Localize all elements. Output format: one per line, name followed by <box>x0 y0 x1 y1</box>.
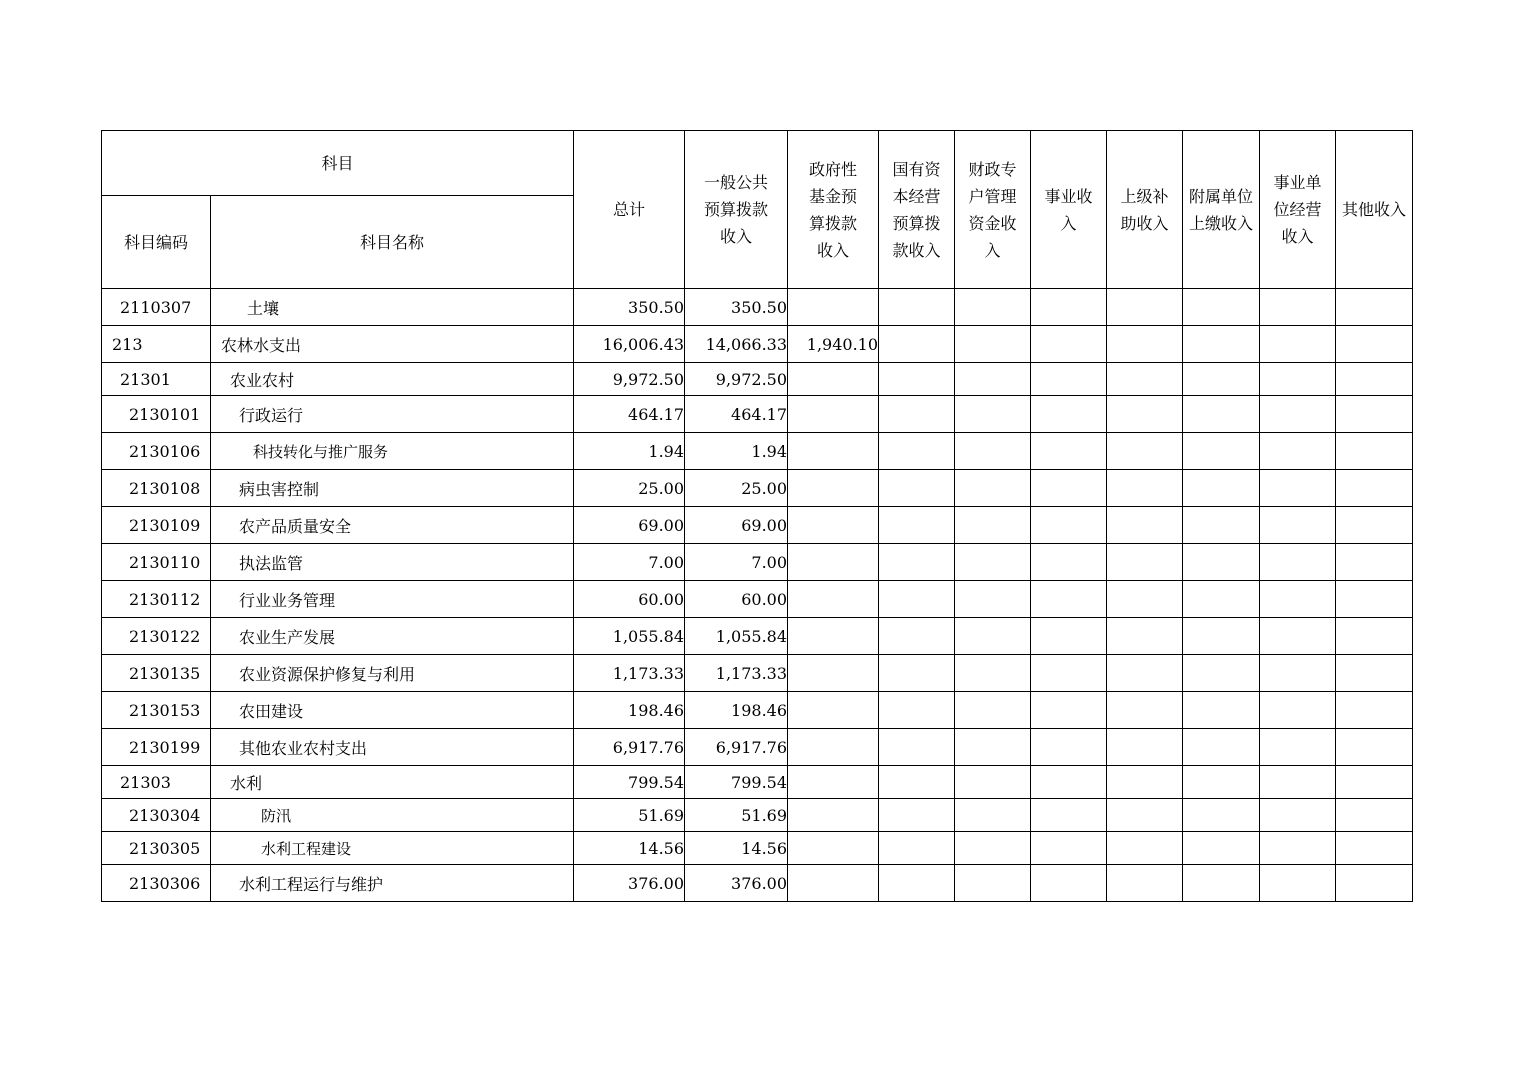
row-general: 60.00 <box>685 581 788 618</box>
row-name: 其他农业农村支出 <box>211 729 574 766</box>
row-empty-cell <box>1260 581 1336 618</box>
row-empty-cell <box>955 470 1031 507</box>
table-row <box>102 692 1413 729</box>
row-empty-cell <box>1031 581 1107 618</box>
row-name: 执法监管 <box>211 544 574 581</box>
row-empty-cell <box>1336 433 1413 470</box>
row-empty-cell <box>1336 799 1413 832</box>
row-gov-fund <box>788 289 879 326</box>
row-total: 6,917.76 <box>574 729 685 766</box>
row-empty-cell <box>1031 433 1107 470</box>
header-subject-code: 科目编码 <box>102 196 211 289</box>
table-row <box>102 865 1413 902</box>
row-empty-cell <box>1260 766 1336 799</box>
row-gov-fund <box>788 544 879 581</box>
header-other-income-text: 其他收入 <box>1342 200 1407 219</box>
row-empty-cell <box>1336 692 1413 729</box>
row-gov-fund <box>788 655 879 692</box>
row-empty-cell <box>955 832 1031 865</box>
row-empty-cell <box>1183 507 1260 544</box>
table-row <box>102 655 1413 692</box>
row-code: 2130122 <box>102 618 211 655</box>
row-empty-cell <box>1107 326 1183 363</box>
row-empty-cell <box>1260 433 1336 470</box>
row-empty-cell <box>955 692 1031 729</box>
row-empty-cell <box>1336 544 1413 581</box>
row-empty-cell <box>955 766 1031 799</box>
row-empty-cell <box>1183 289 1260 326</box>
row-total: 1,173.33 <box>574 655 685 692</box>
row-empty-cell <box>1183 799 1260 832</box>
row-empty-cell <box>1260 507 1336 544</box>
row-general: 1,055.84 <box>685 618 788 655</box>
header-business-operation <box>1260 131 1336 289</box>
row-empty-cell <box>1260 729 1336 766</box>
table-row <box>102 729 1413 766</box>
row-total: 16,006.43 <box>574 326 685 363</box>
table-row <box>102 470 1413 507</box>
row-name: 农业生产发展 <box>211 618 574 655</box>
row-empty-cell <box>1183 326 1260 363</box>
row-gov-fund <box>788 470 879 507</box>
header-state-capital-text: 国有资本经营预算拨款收入 <box>892 159 941 260</box>
row-name: 行政运行 <box>211 396 574 433</box>
row-total: 198.46 <box>574 692 685 729</box>
row-empty-cell <box>955 729 1031 766</box>
row-name: 农林水支出 <box>211 326 574 363</box>
row-empty-cell <box>1031 766 1107 799</box>
row-code: 2130106 <box>102 433 211 470</box>
row-gov-fund <box>788 799 879 832</box>
row-total: 376.00 <box>574 865 685 902</box>
row-empty-cell <box>1107 433 1183 470</box>
row-general: 198.46 <box>685 692 788 729</box>
row-empty-cell <box>1183 433 1260 470</box>
row-empty-cell <box>1260 326 1336 363</box>
row-total: 799.54 <box>574 766 685 799</box>
row-empty-cell <box>879 289 955 326</box>
row-general: 799.54 <box>685 766 788 799</box>
row-total: 1,055.84 <box>574 618 685 655</box>
row-empty-cell <box>1336 470 1413 507</box>
row-gov-fund <box>788 692 879 729</box>
row-code: 2130108 <box>102 470 211 507</box>
header-subject: 科目 <box>102 131 574 196</box>
row-general: 14,066.33 <box>685 326 788 363</box>
row-empty-cell <box>879 396 955 433</box>
row-empty-cell <box>1107 363 1183 396</box>
row-general: 14.56 <box>685 832 788 865</box>
row-total: 1.94 <box>574 433 685 470</box>
row-empty-cell <box>879 507 955 544</box>
row-empty-cell <box>879 433 955 470</box>
header-general-budget-text: 一般公共预算拨款收入 <box>704 173 769 246</box>
row-empty-cell <box>955 507 1031 544</box>
row-empty-cell <box>955 655 1031 692</box>
row-general: 69.00 <box>685 507 788 544</box>
row-general: 1,173.33 <box>685 655 788 692</box>
row-empty-cell <box>1260 865 1336 902</box>
row-empty-cell <box>1183 729 1260 766</box>
row-general: 376.00 <box>685 865 788 902</box>
row-total: 60.00 <box>574 581 685 618</box>
row-empty-cell <box>879 618 955 655</box>
table-row <box>102 766 1413 799</box>
row-empty-cell <box>955 433 1031 470</box>
row-gov-fund <box>788 581 879 618</box>
row-total: 25.00 <box>574 470 685 507</box>
row-total: 350.50 <box>574 289 685 326</box>
row-empty-cell <box>1336 507 1413 544</box>
row-gov-fund <box>788 396 879 433</box>
header-fiscal-special <box>955 131 1031 289</box>
row-code: 2130135 <box>102 655 211 692</box>
row-empty-cell <box>879 363 955 396</box>
row-code: 2130112 <box>102 581 211 618</box>
row-empty-cell <box>1107 618 1183 655</box>
row-name: 病虫害控制 <box>211 470 574 507</box>
row-empty-cell <box>1183 363 1260 396</box>
row-empty-cell <box>1183 766 1260 799</box>
row-empty-cell <box>1031 655 1107 692</box>
row-empty-cell <box>955 581 1031 618</box>
table-row <box>102 363 1413 396</box>
row-empty-cell <box>1336 729 1413 766</box>
row-name: 农产品质量安全 <box>211 507 574 544</box>
row-code: 2130305 <box>102 832 211 865</box>
row-empty-cell <box>879 544 955 581</box>
row-empty-cell <box>1336 363 1413 396</box>
header-gov-fund-text: 政府性基金预算拨款收入 <box>809 159 858 260</box>
row-code: 2110307 <box>102 289 211 326</box>
row-empty-cell <box>1183 544 1260 581</box>
row-empty-cell <box>955 396 1031 433</box>
row-code: 21301 <box>102 363 211 396</box>
row-empty-cell <box>1031 865 1107 902</box>
row-empty-cell <box>879 470 955 507</box>
row-empty-cell <box>1260 396 1336 433</box>
header-affiliated-remit-text: 附属单位上缴收入 <box>1189 186 1254 233</box>
header-superior-subsidy-text: 上级补助收入 <box>1120 186 1169 233</box>
row-name: 农业资源保护修复与利用 <box>211 655 574 692</box>
row-name: 行业业务管理 <box>211 581 574 618</box>
header-business-income <box>1031 131 1107 289</box>
row-code: 2130306 <box>102 865 211 902</box>
row-empty-cell <box>1107 544 1183 581</box>
row-empty-cell <box>879 865 955 902</box>
row-empty-cell <box>1031 832 1107 865</box>
row-general: 350.50 <box>685 289 788 326</box>
row-gov-fund <box>788 433 879 470</box>
row-empty-cell <box>1260 470 1336 507</box>
row-empty-cell <box>1107 692 1183 729</box>
row-empty-cell <box>1336 618 1413 655</box>
row-empty-cell <box>879 581 955 618</box>
table-row <box>102 799 1413 832</box>
row-gov-fund <box>788 729 879 766</box>
row-code: 2130101 <box>102 396 211 433</box>
header-state-capital <box>879 131 955 289</box>
header-superior-subsidy <box>1107 131 1183 289</box>
row-empty-cell <box>879 655 955 692</box>
row-gov-fund <box>788 507 879 544</box>
row-empty-cell <box>879 766 955 799</box>
header-affiliated-remit <box>1183 131 1260 289</box>
row-empty-cell <box>879 832 955 865</box>
row-empty-cell <box>879 692 955 729</box>
row-name: 科技转化与推广服务 <box>211 433 574 470</box>
row-empty-cell <box>1031 799 1107 832</box>
row-total: 464.17 <box>574 396 685 433</box>
table-row <box>102 544 1413 581</box>
row-empty-cell <box>1260 655 1336 692</box>
row-empty-cell <box>1107 289 1183 326</box>
row-empty-cell <box>1336 766 1413 799</box>
row-gov-fund <box>788 865 879 902</box>
header-other-income <box>1336 131 1413 289</box>
row-empty-cell <box>879 799 955 832</box>
row-empty-cell <box>1183 865 1260 902</box>
row-code: 21303 <box>102 766 211 799</box>
budget-page <box>101 130 1412 902</box>
row-empty-cell <box>1031 618 1107 655</box>
row-empty-cell <box>1183 655 1260 692</box>
row-empty-cell <box>1183 618 1260 655</box>
row-total: 69.00 <box>574 507 685 544</box>
header-business-income-text: 事业收入 <box>1044 186 1093 233</box>
row-code: 2130109 <box>102 507 211 544</box>
row-name: 水利工程运行与维护 <box>211 865 574 902</box>
row-name: 农业农村 <box>211 363 574 396</box>
row-empty-cell <box>1183 396 1260 433</box>
row-empty-cell <box>955 799 1031 832</box>
row-empty-cell <box>1183 692 1260 729</box>
row-empty-cell <box>1107 729 1183 766</box>
row-total: 9,972.50 <box>574 363 685 396</box>
row-gov-fund <box>788 363 879 396</box>
row-empty-cell <box>1031 729 1107 766</box>
row-empty-cell <box>1031 396 1107 433</box>
row-empty-cell <box>955 618 1031 655</box>
row-empty-cell <box>1031 507 1107 544</box>
row-empty-cell <box>1031 289 1107 326</box>
row-empty-cell <box>1336 289 1413 326</box>
row-code: 2130199 <box>102 729 211 766</box>
row-general: 1.94 <box>685 433 788 470</box>
header-business-operation-text: 事业单位经营收入 <box>1273 173 1322 246</box>
row-empty-cell <box>1183 832 1260 865</box>
row-empty-cell <box>879 326 955 363</box>
row-gov-fund <box>788 832 879 865</box>
row-empty-cell <box>1183 581 1260 618</box>
row-general: 51.69 <box>685 799 788 832</box>
table-row <box>102 581 1413 618</box>
row-empty-cell <box>1107 865 1183 902</box>
row-empty-cell <box>1107 655 1183 692</box>
row-general: 6,917.76 <box>685 729 788 766</box>
row-empty-cell <box>955 326 1031 363</box>
row-empty-cell <box>955 363 1031 396</box>
table-row <box>102 326 1413 363</box>
row-code: 2130153 <box>102 692 211 729</box>
row-code: 2130304 <box>102 799 211 832</box>
row-empty-cell <box>1107 766 1183 799</box>
row-empty-cell <box>1336 832 1413 865</box>
row-empty-cell <box>1260 832 1336 865</box>
row-name: 水利 <box>211 766 574 799</box>
row-empty-cell <box>1336 655 1413 692</box>
row-total: 51.69 <box>574 799 685 832</box>
row-empty-cell <box>1260 544 1336 581</box>
row-empty-cell <box>1260 799 1336 832</box>
row-empty-cell <box>1107 832 1183 865</box>
table-row <box>102 507 1413 544</box>
table-row <box>102 396 1413 433</box>
header-general-budget <box>685 131 788 289</box>
row-empty-cell <box>1336 865 1413 902</box>
header-gov-fund <box>788 131 879 289</box>
table-row <box>102 832 1413 865</box>
row-total: 14.56 <box>574 832 685 865</box>
row-empty-cell <box>1031 470 1107 507</box>
header-total: 总计 <box>574 131 685 289</box>
header-fiscal-special-text: 财政专户管理资金收入 <box>968 159 1017 260</box>
row-name: 土壤 <box>211 289 574 326</box>
row-empty-cell <box>955 289 1031 326</box>
row-total: 7.00 <box>574 544 685 581</box>
row-empty-cell <box>1260 692 1336 729</box>
row-gov-fund <box>788 766 879 799</box>
row-empty-cell <box>1260 289 1336 326</box>
row-general: 7.00 <box>685 544 788 581</box>
row-empty-cell <box>1031 363 1107 396</box>
header-subject-name: 科目名称 <box>211 196 574 289</box>
row-empty-cell <box>1031 326 1107 363</box>
row-name: 农田建设 <box>211 692 574 729</box>
row-empty-cell <box>955 865 1031 902</box>
row-empty-cell <box>1183 470 1260 507</box>
row-empty-cell <box>1031 692 1107 729</box>
row-general: 9,972.50 <box>685 363 788 396</box>
row-empty-cell <box>1336 396 1413 433</box>
row-empty-cell <box>1336 326 1413 363</box>
budget-income-table <box>101 130 1413 902</box>
row-empty-cell <box>1031 544 1107 581</box>
row-gov-fund <box>788 618 879 655</box>
row-code: 213 <box>102 326 211 363</box>
row-name: 防汛 <box>211 799 574 832</box>
row-empty-cell <box>1260 618 1336 655</box>
row-code: 2130110 <box>102 544 211 581</box>
row-empty-cell <box>1336 581 1413 618</box>
row-name: 水利工程建设 <box>211 832 574 865</box>
table-row <box>102 289 1413 326</box>
row-empty-cell <box>1107 507 1183 544</box>
row-empty-cell <box>955 544 1031 581</box>
row-empty-cell <box>1107 581 1183 618</box>
row-empty-cell <box>1107 396 1183 433</box>
row-empty-cell <box>1260 363 1336 396</box>
row-general: 25.00 <box>685 470 788 507</box>
row-general: 464.17 <box>685 396 788 433</box>
row-empty-cell <box>1107 470 1183 507</box>
table-row <box>102 433 1413 470</box>
row-gov-fund: 1,940.10 <box>788 326 879 363</box>
row-empty-cell <box>879 729 955 766</box>
table-row <box>102 618 1413 655</box>
row-empty-cell <box>1107 799 1183 832</box>
